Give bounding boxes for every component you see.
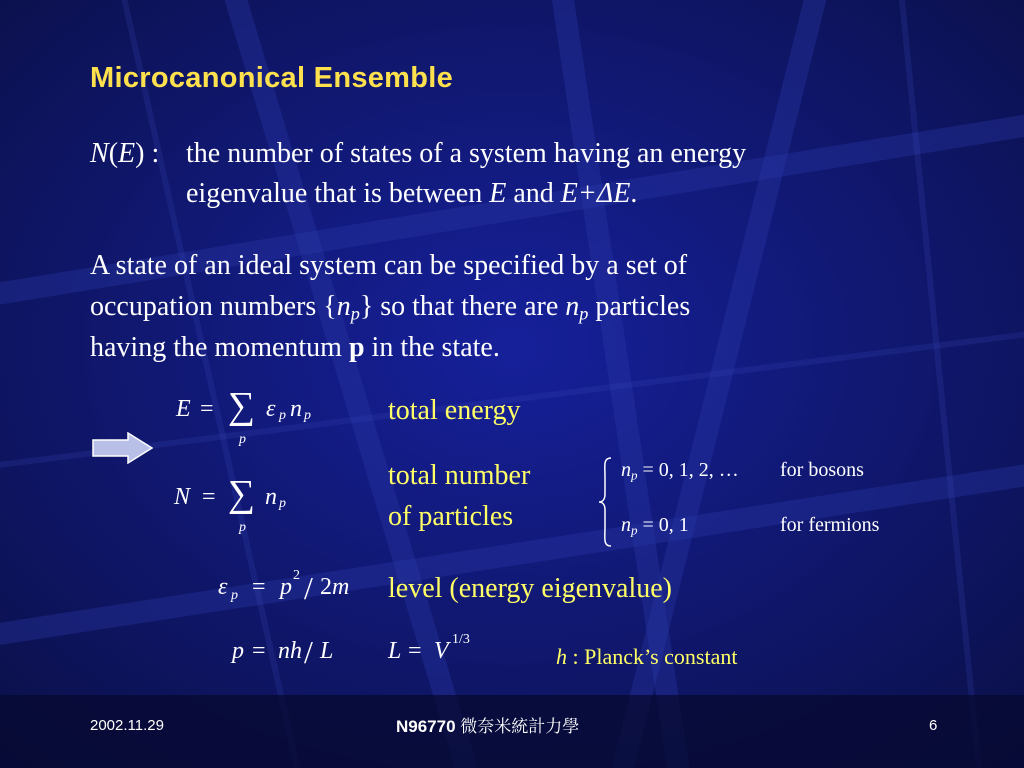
footer-course: N96770 微奈米統計力學: [396, 717, 580, 736]
definition-line-1: the number of states of a system having an energy: [186, 138, 747, 169]
planck-constant-note: h : Planck’s constant: [556, 644, 738, 669]
paragraph-line-3: having the momentum p in the state.: [90, 332, 500, 363]
definition-line-2: eigenvalue that is between E and E+ΔE.: [186, 178, 638, 209]
footer-page-number: 6: [929, 717, 938, 734]
slide-title: Microcanonical Ensemble: [90, 62, 454, 94]
label-total-energy: total energy: [388, 395, 521, 426]
paragraph-line-2: occupation numbers $\{n_p\}$ so that there are $n_p$ particles: [90, 291, 691, 324]
footer-date: 2002.11.29: [90, 717, 164, 734]
label-total-number-1: total number: [388, 460, 531, 491]
label-total-number-2: of particles: [388, 501, 514, 532]
equation-length: L = V 1/3: [388, 632, 470, 664]
boson-rule: $n_p = 0$, 1, 2, …: [621, 459, 739, 483]
left-brace-icon: [597, 456, 613, 548]
equation-momentum: p = nh / L: [232, 634, 334, 670]
equation-energy-level: ε p = p 2 / 2m: [218, 568, 350, 606]
definition-lead: N(E) :: [90, 138, 160, 169]
fermion-rule: $n_p = 0$, 1: [621, 514, 689, 538]
right-arrow-icon: [92, 432, 154, 464]
fermion-label: for fermions: [780, 514, 880, 536]
paragraph-line-1: A state of an ideal system can be specified by a set of: [90, 250, 688, 281]
equation-total-number: N = ∑ p n p: [174, 473, 286, 535]
label-level: level (energy eigenvalue): [388, 573, 673, 604]
equation-total-energy: E = ∑ p ε p n p: [176, 385, 311, 447]
boson-label: for bosons: [780, 459, 864, 481]
